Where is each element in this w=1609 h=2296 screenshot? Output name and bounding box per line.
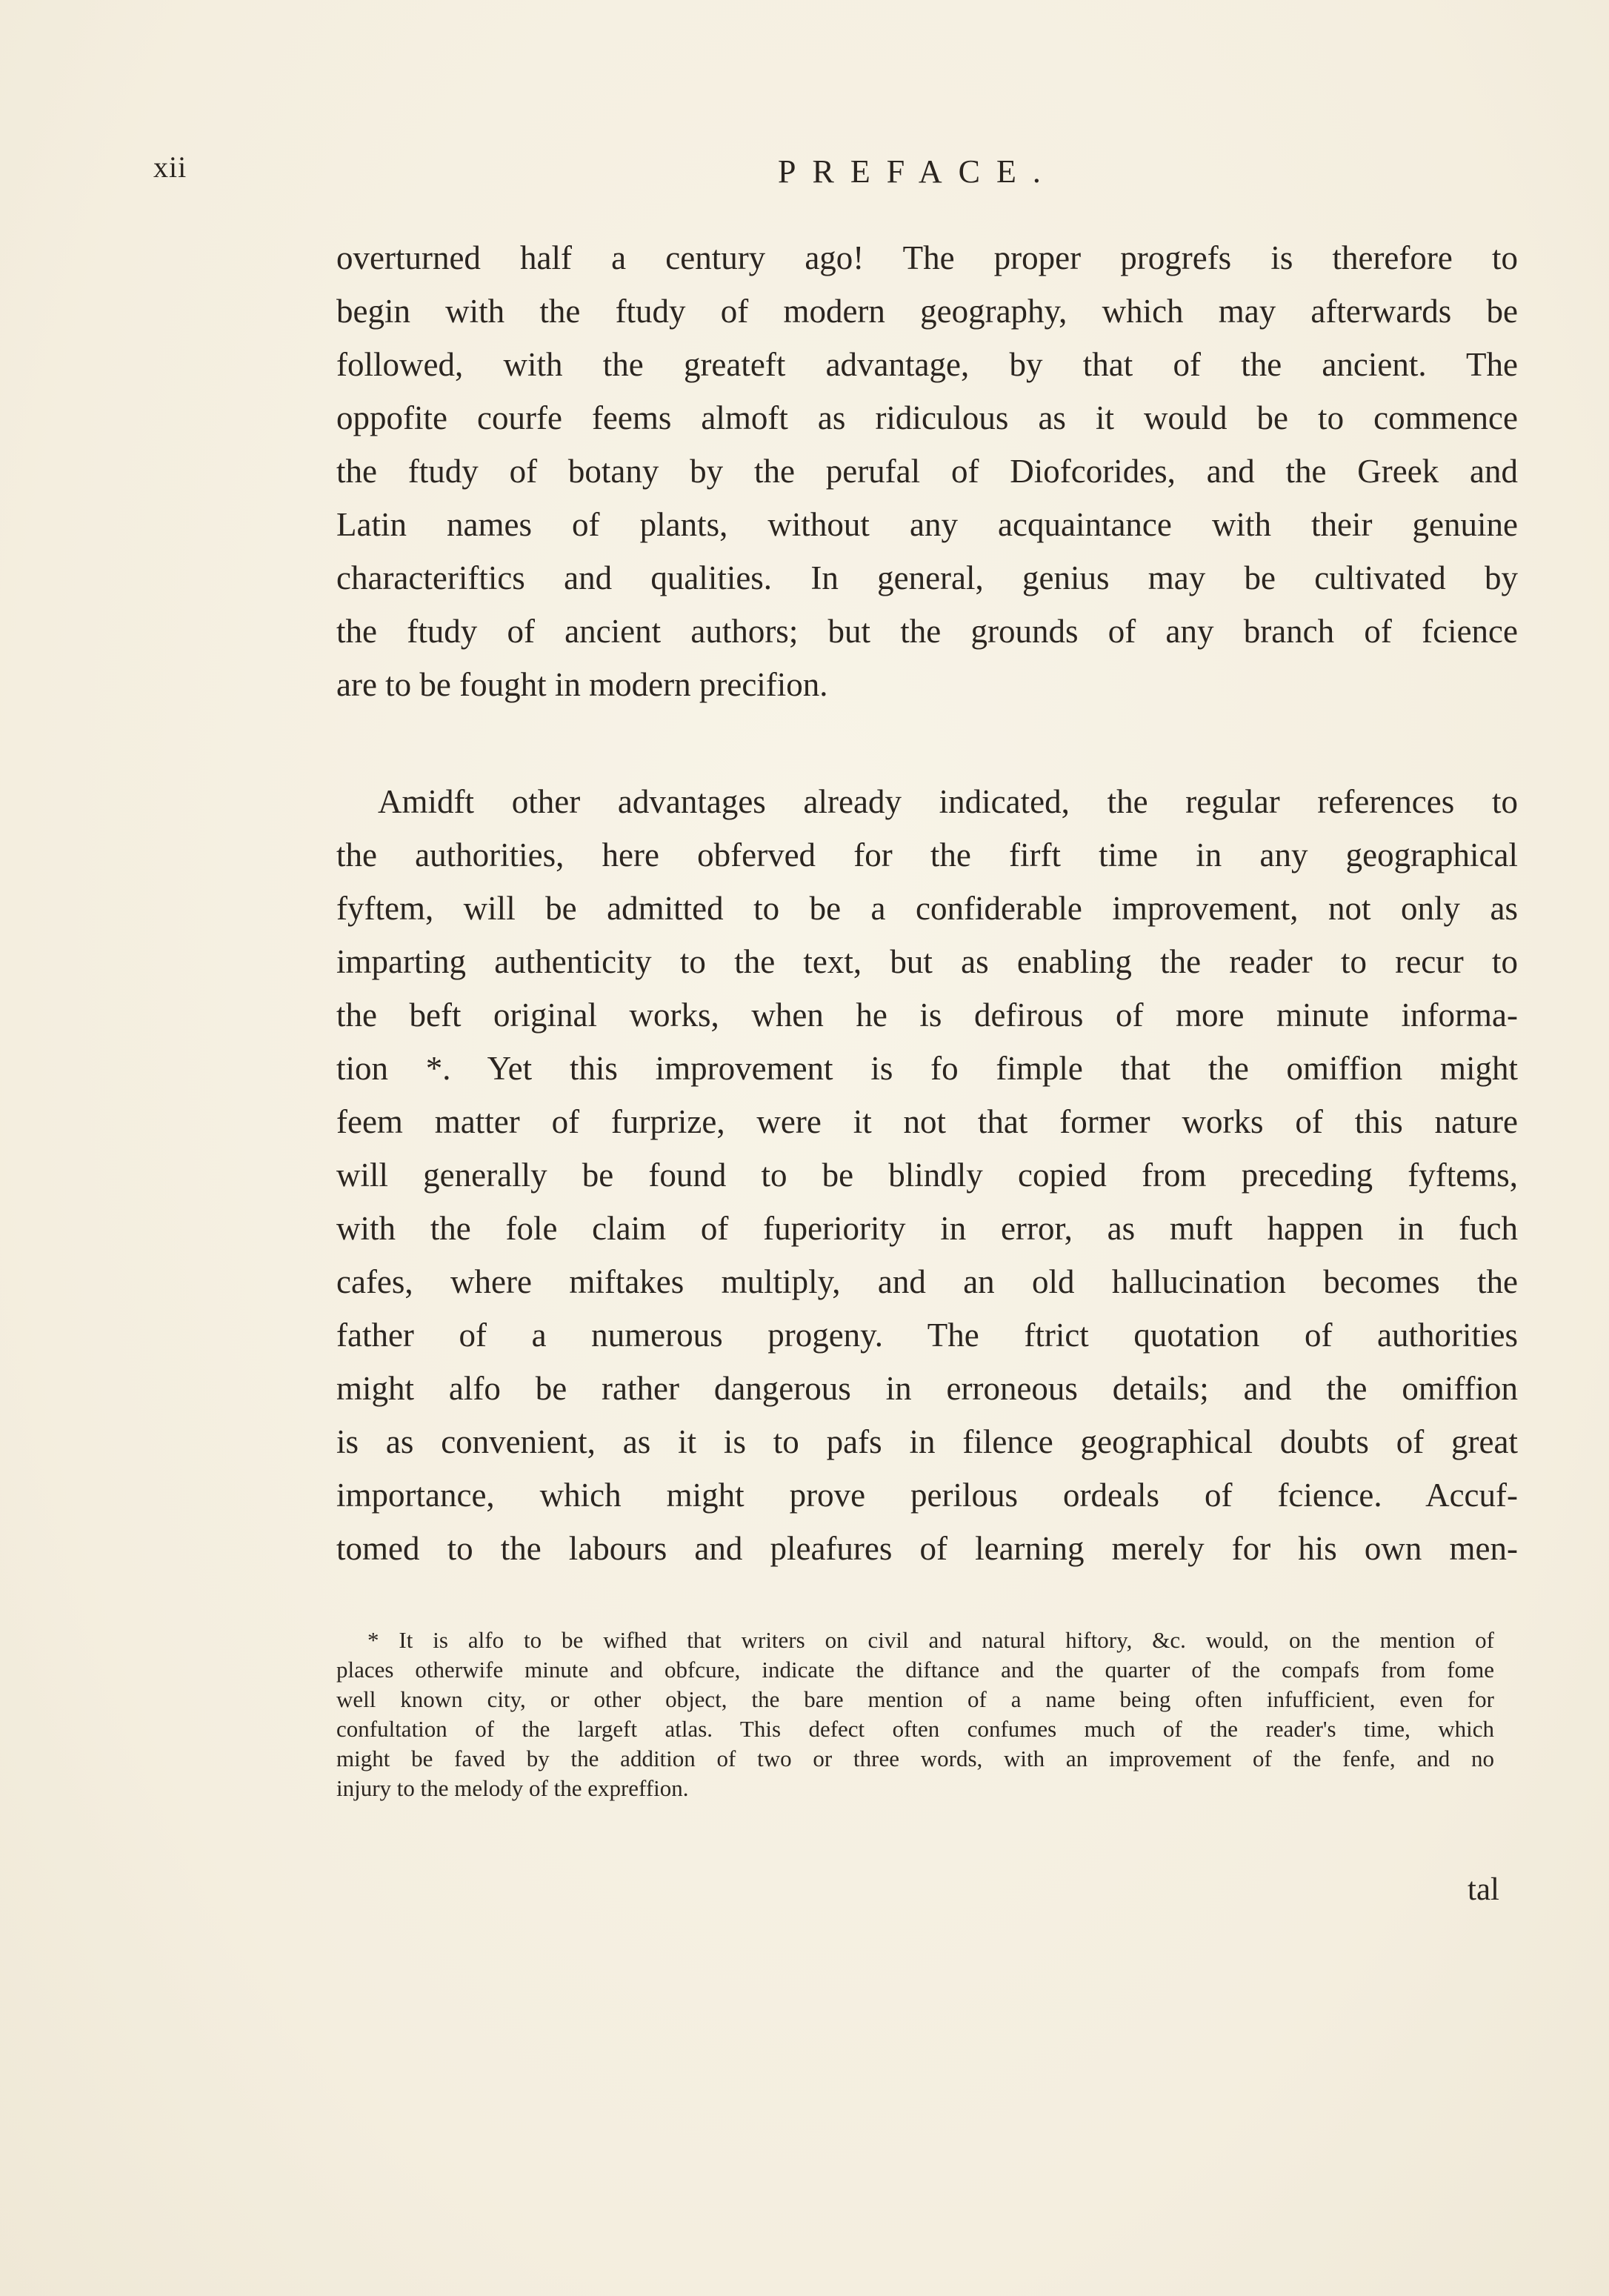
text-line: with the fole claim of fuperiority in error, as muft happen in fuch [336, 1210, 1518, 1247]
running-head: PREFACE. [778, 153, 1057, 190]
text-line: Latin names of plants, without any acquaintance with their genuine [336, 506, 1518, 543]
text-line: is as convenient, as it is to pafs in filence geographical doubts of great [336, 1423, 1518, 1460]
catchword: tal [1468, 1872, 1499, 1907]
text-line: oppofite courfe feems almoft as ridiculous as it would be to commence [336, 399, 1518, 436]
footnote-line: well known city, or other object, the bare mention of a name being often infufficient, even for [336, 1686, 1494, 1712]
paragraph-1 [336, 231, 1518, 711]
text-line: cafes, where miftakes multiply, and an old hallucination becomes the [336, 1263, 1518, 1300]
text-line: are to be fought in modern precifion. [336, 666, 828, 703]
text-line: the ftudy of botany by the perufal of Diofcorides, and the Greek and [336, 453, 1518, 490]
text-line: imparting authenticity to the text, but as enabling the reader to recur to [336, 943, 1518, 980]
text-line: Amidft other advantages already indicated, the regular references to [378, 783, 1518, 820]
footnote-line: injury to the melody of the expreffion. [336, 1775, 689, 1801]
footnote-line: confultation of the largeft atlas. This defect often confumes much of the reader's time, which [336, 1716, 1494, 1742]
text-line: father of a numerous progeny. The ftrict quotation of authorities [336, 1317, 1518, 1354]
text-line: the authorities, here obferved for the firft time in any geographical [336, 836, 1518, 874]
text-line: importance, which might prove perilous ordeals of fcience. Accuf- [336, 1477, 1518, 1514]
paragraph-2 [336, 775, 1518, 1575]
footnote [336, 1625, 1494, 1803]
text-line: fyftem, will be admitted to be a confiderable improvement, not only as [336, 890, 1518, 927]
text-line: overturned half a century ago! The proper progrefs is therefore to [336, 239, 1518, 276]
text-line: the ftudy of ancient authors; but the grounds of any branch of fcience [336, 613, 1518, 650]
footnote-line: places otherwife minute and obfcure, indicate the diftance and the quarter of the compafs from fome [336, 1657, 1494, 1683]
text-line: tomed to the labours and pleafures of learning merely for his own men- [336, 1530, 1518, 1567]
footnote-line: * It is alfo to be wifhed that writers on civil and natural hiftory, &c. would, on the mention of [367, 1627, 1494, 1653]
footnote-line: might be faved by the addition of two or three words, with an improvement of the fenfe, and no [336, 1746, 1494, 1771]
text-line: tion *. Yet this improvement is fo fimple that the omiffion might [336, 1050, 1518, 1087]
text-line: characteriftics and qualities. In general, genius may be cultivated by [336, 559, 1518, 596]
text-line: followed, with the greateft advantage, by that of the ancient. The [336, 346, 1518, 383]
text-line: begin with the ftudy of modern geography, which may afterwards be [336, 293, 1518, 330]
text-line: might alfo be rather dangerous in erroneous details; and the omiffion [336, 1370, 1518, 1407]
text-line: the beft original works, when he is defirous of more minute informa- [336, 996, 1518, 1034]
text-line: feem matter of furprize, were it not that former works of this nature [336, 1103, 1518, 1140]
text-line: will generally be found to be blindly copied from preceding fyftems, [336, 1157, 1518, 1194]
page-number: xii [153, 150, 187, 184]
